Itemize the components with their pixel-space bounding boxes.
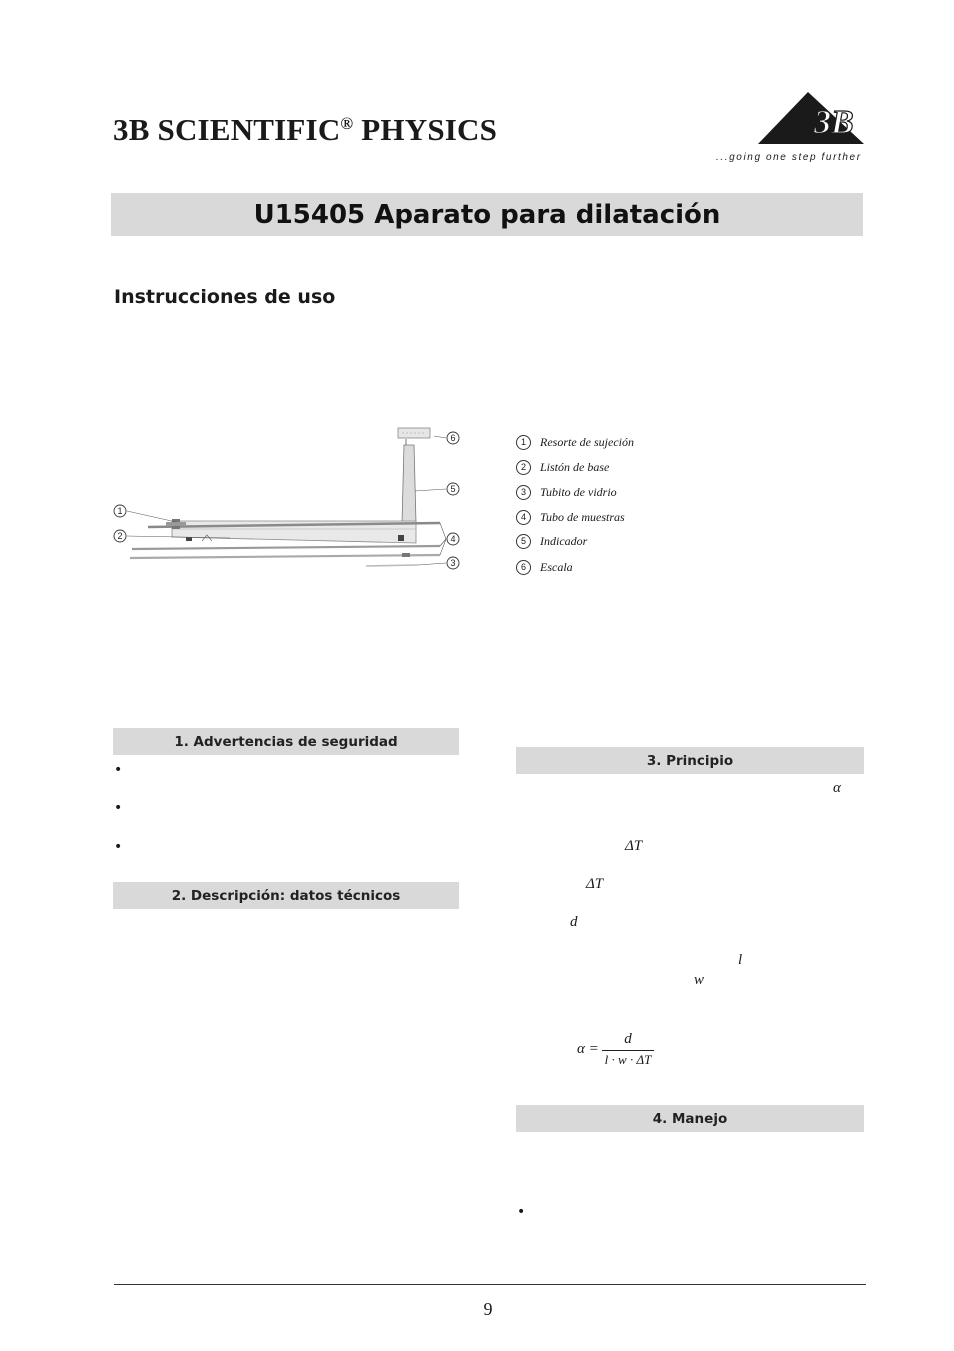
formula-numerator: d bbox=[624, 1031, 632, 1047]
legend-number: 1 bbox=[516, 435, 531, 450]
legend-label: Resorte de sujeción bbox=[540, 434, 634, 449]
legend-label: Indicador bbox=[540, 533, 588, 548]
callout-2: 2 bbox=[117, 531, 123, 541]
callout-5: 5 bbox=[450, 484, 456, 494]
apparatus-drawing bbox=[127, 428, 446, 566]
legend-item bbox=[516, 531, 587, 551]
alpha-symbol: α bbox=[833, 780, 841, 796]
legend-item bbox=[516, 482, 617, 502]
bullet: • bbox=[517, 1204, 526, 1220]
footer-rule bbox=[114, 1284, 866, 1285]
legend-number: 6 bbox=[516, 560, 531, 575]
callout-4: 4 bbox=[450, 534, 456, 544]
callout-1: 1 bbox=[117, 506, 123, 516]
section-operation-heading: 4. Manejo bbox=[516, 1105, 864, 1132]
d-symbol: d bbox=[570, 914, 578, 930]
brand-name: 3B SCIENTIFIC bbox=[113, 112, 341, 147]
bullet: • bbox=[114, 762, 123, 778]
l-symbol: l bbox=[738, 952, 743, 968]
bullet: • bbox=[114, 800, 123, 816]
section-safety-heading: 1. Advertencias de seguridad bbox=[113, 728, 459, 755]
legend-label: Tubo de muestras bbox=[540, 509, 625, 524]
apparatus-figure bbox=[110, 425, 470, 575]
legend-label: Listón de base bbox=[540, 459, 610, 474]
formula-denominator: l · w · ΔT bbox=[604, 1052, 652, 1067]
legend-item bbox=[516, 507, 625, 527]
section-principle-heading: 3. Principio bbox=[516, 747, 864, 774]
legend-number: 3 bbox=[516, 485, 531, 500]
registered-mark: ® bbox=[340, 114, 354, 133]
legend-number: 5 bbox=[516, 534, 531, 549]
page-title: U15405 Aparato para dilatación bbox=[253, 200, 721, 230]
legend-item bbox=[516, 557, 573, 577]
w-symbol: w bbox=[694, 972, 705, 988]
delta-t-symbol: ΔT bbox=[586, 876, 604, 892]
legend-item bbox=[516, 432, 634, 452]
page-number: 9 bbox=[483, 1299, 493, 1319]
subtitle: Instrucciones de uso bbox=[114, 286, 336, 308]
logo-text: 3B bbox=[814, 104, 854, 141]
tagline: ...going one step further bbox=[716, 152, 862, 163]
formula-fraction-bar bbox=[602, 1050, 654, 1051]
legend-item bbox=[516, 457, 609, 477]
delta-t-symbol: ΔT bbox=[625, 838, 643, 854]
brand-suffix: PHYSICS bbox=[353, 112, 498, 147]
legend-label: Escala bbox=[540, 559, 573, 574]
callout-6: 6 bbox=[450, 433, 456, 443]
formula-lhs: α = bbox=[577, 1041, 599, 1057]
legend-number: 4 bbox=[516, 510, 531, 525]
brand-title bbox=[113, 112, 497, 148]
callout-3: 3 bbox=[450, 558, 456, 568]
legend-number: 2 bbox=[516, 460, 531, 475]
section-description-heading: 2. Descripción: datos técnicos bbox=[113, 882, 459, 909]
bullet: • bbox=[114, 839, 123, 855]
legend-label: Tubito de vidrio bbox=[540, 484, 617, 499]
